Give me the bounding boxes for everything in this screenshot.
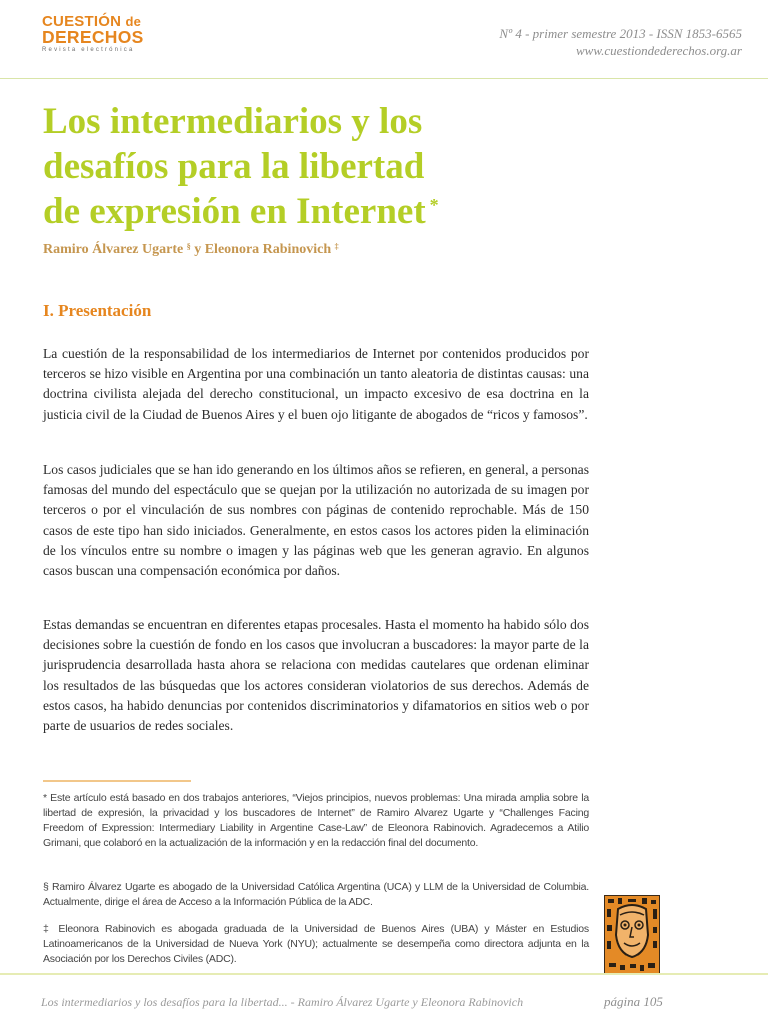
article-authors — [43, 242, 339, 258]
header-divider — [0, 78, 768, 79]
running-title: Los intermediarios y los desafíos para la libertad... - Ramiro Álvarez Ugarte y Eleonora Rabinovich — [41, 995, 524, 1009]
title-line-3: de expresión en Internet — [43, 191, 426, 232]
footer-divider — [0, 973, 768, 975]
footnote-3: ‡ Eleonora Rabinovich es abogada graduada de la Universidad de Buenos Aires (UBA) y Máster en Estudios Latinoamericanos de la Universidad de Nueva York (NYU); actualmente se desempeña como directora adjunta en la Asociación por los Derechos Civiles (ADC). — [43, 923, 589, 965]
footnote-1: * Este artículo está basado en dos trabajos anteriores, “Viejos principios, nuevos problemas: Una mirada amplia sobre la libertad de expresión, la privacidad y los buscadores de Internet” de Ramiro Alvarez Ugarte y “Challenges Facing Freedom of Expression: Intermediary Liability in Argentine Case-Law” de Eleonora Rabinovich. Agradecemos a Atilio Grimani, que colaboró en la actualización de la información y en la redacción final del documento. — [43, 792, 589, 849]
logo-subtitle: Revista electrónica — [42, 47, 135, 53]
journal-logo — [42, 14, 144, 55]
body-paragraph-3: Estas demandas se encuentran en diferentes etapas procesales. Hasta el momento ha habido sólo dos decisiones sobre la cuestión de fondo en los casos que involucran a buscadores: la mayor parte de la jurisprudencia desarrollada hasta ahora se relaciona con medidas cautelares que ordenan eliminar los resultados de las búsquedas que los actores consideran violatorios de sus derechos. Además de estos casos, ha habido denuncias por contenidos discriminatorios y difamatorios en sitios web o por parte de usuarios de redes sociales. — [43, 617, 589, 734]
issue-line: Nº 4 - primer semestre 2013 - ISSN 1853-6565 — [499, 26, 742, 41]
author-1-footnote-mark[interactable]: § — [186, 242, 191, 251]
page-number: página 105 — [604, 994, 663, 1009]
logo-word-cuestion: CUESTIÓN — [42, 13, 122, 30]
article-title — [43, 99, 439, 234]
body-paragraph-1: La cuestión de la responsabilidad de los intermediarios de Internet por contenidos producidos por terceros se hizo visible en Argentina por una combinación un tanto aleatoria de distintas causas: una doctrina civilista alejada del derecho constitucional, un impacto excesivo de esa doctrina en la justicia civil de la Ciudad de Buenos Aires y el buen ojo litigante de abogados de “ricos y famosos”. — [43, 346, 589, 422]
logo-word-derechos: DERECHOS — [42, 27, 144, 47]
title-footnote-mark[interactable]: * — [429, 195, 439, 215]
author-1: Ramiro Álvarez Ugarte — [43, 242, 184, 257]
authors-conjunction: y — [194, 242, 202, 257]
footnote-2: § Ramiro Álvarez Ugarte es abogado de la Universidad Católica Argentina (UCA) y LLM de la Universidad de Columbia. Actualmente, dirige el área de Acceso a la Información Pública de la ADC. — [43, 881, 589, 908]
decorative-face-artwork-icon — [604, 895, 660, 975]
issue-info — [499, 25, 742, 59]
footnote-divider — [43, 780, 191, 782]
page-header — [0, 0, 768, 78]
author-2-footnote-mark[interactable]: ‡ — [334, 242, 339, 251]
logo-word-de: de — [125, 14, 142, 29]
section-heading: I. Presentación — [43, 301, 152, 320]
author-2: Eleonora Rabinovich — [204, 242, 332, 257]
title-line-2: desafíos para la libertad — [43, 146, 425, 187]
website-link[interactable]: www.cuestiondederechos.org.ar — [576, 43, 742, 58]
title-line-1: Los intermediarios y los — [43, 101, 423, 142]
body-paragraph-2: Los casos judiciales que se han ido generando en los últimos años se refieren, en general, a personas famosas del mundo del espectáculo que se quejan por la utilización no autorizada de su imagen por terceros o por el vinculación de sus nombres con páginas de contenido reprochable. Más de 150 casos de este tipo han sido iniciados. Generalmente, en estos casos los actores piden la eliminación de los vínculos entre su nombre o imagen y las páginas web que les generan agravio. En algunos casos buscan una compensación económica por daños. — [43, 462, 589, 579]
